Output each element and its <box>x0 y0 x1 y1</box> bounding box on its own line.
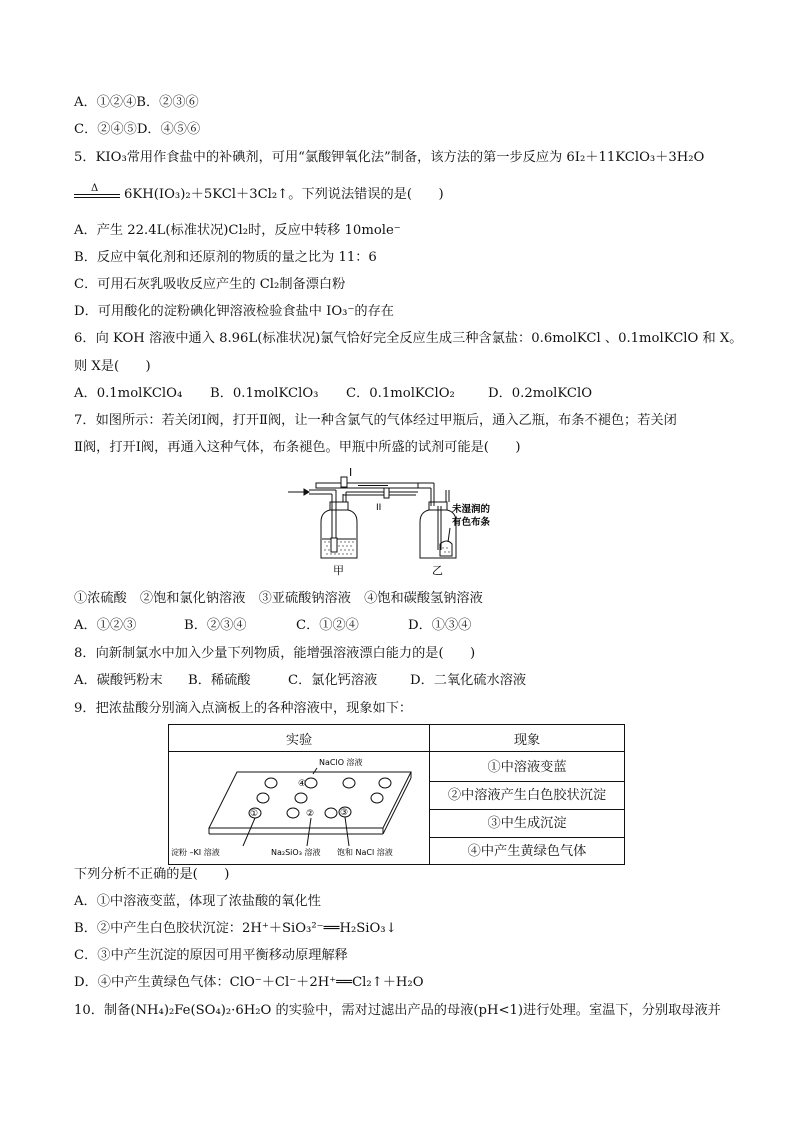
naclo-label: NaClO 溶液 <box>319 758 363 767</box>
spot-plate-figure <box>171 752 427 864</box>
spot-2-label: ② <box>306 809 315 819</box>
q8-option-d: D．二氧化硫水溶液 <box>410 673 527 688</box>
q6-option-a: A．0.1molKClO₄ <box>74 386 183 401</box>
bottle-jia-label: 甲 <box>333 564 344 577</box>
bottle-yi-label: 乙 <box>432 564 443 577</box>
phenomenon-3: ③中生成沉淀 <box>487 816 567 831</box>
q5-stem-line2 <box>74 182 444 204</box>
q9-stem: 9．把浓盐酸分别滴入点滴板上的各种溶液中，现象如下： <box>74 701 413 716</box>
q8-option-b: B．稀硫酸 <box>188 673 251 688</box>
q5-option-d: D．可用酸化的淀粉碘化钾溶液检验食盐中 IO₃⁻的存在 <box>74 304 394 319</box>
q9-table <box>168 724 625 865</box>
na2sio3-label: Na₂SiO₃ 溶液 <box>271 848 321 857</box>
q7-option-a: A．①②③ <box>74 618 137 633</box>
q7-stem-line1: 7．如图所示：若关闭Ⅰ阀，打开Ⅱ阀，让一种含氯气的气体经过甲瓶后，通入乙瓶，布条不褪色；若关闭 <box>74 413 677 428</box>
phenomenon-2: ②中溶液产生白色胶状沉淀 <box>447 788 607 803</box>
q6-option-c: C．0.1molKClO₂ <box>346 386 455 401</box>
cloth-label-line2: 有色布条 <box>452 517 491 528</box>
q9-option-c: C．③中产生沉淀的原因可用平衡移动原理解释 <box>74 948 348 963</box>
q9-option-d: D．④中产生黄绿色气体：ClO⁻＋Cl⁻＋2H⁺══Cl₂↑＋H₂O <box>74 975 424 990</box>
valve-1-label: I <box>349 466 353 479</box>
q4-options-cd: C．②④⑤D．④⑤⑥ <box>74 122 201 137</box>
cloth-label-line1: 未湿润的 <box>452 504 491 515</box>
spot-3-label: ③ <box>340 808 349 818</box>
heat-equals-sign <box>74 182 120 202</box>
table-header-phenomenon: 现象 <box>513 733 541 748</box>
q9-ask: 下列分析不正确的是( ) <box>74 867 230 882</box>
table-header-experiment: 实验 <box>285 733 313 748</box>
phenomenon-1: ①中溶液变蓝 <box>487 760 567 775</box>
spot-4-label: ④ <box>298 779 307 789</box>
q7-apparatus-figure <box>288 466 518 582</box>
q8-option-a: A．碳酸钙粉末 <box>74 673 163 688</box>
q5-option-b: B．反应中氧化剂和还原剂的物质的量之比为 11：6 <box>74 250 377 265</box>
spot-1-label: ① <box>250 809 259 819</box>
starch-ki-label: 淀粉 –KI 溶液 <box>171 848 220 857</box>
q7-stem-line2: Ⅱ阀，打开Ⅰ阀，再通入这种气体，布条褪色。甲瓶中所盛的试剂可能是( ) <box>74 440 521 455</box>
q5-stem-line1: 5．KIO₃常用作食盐中的补碘剂，可用“氯酸钾氧化法”制备，该方法的第一步反应为 6I₂＋11KClO₃＋3H₂O <box>74 150 705 165</box>
q5-option-c: C．可用石灰乳吸收反应产生的 Cl₂制备漂白粉 <box>74 277 346 292</box>
q7-option-c: C．①②④ <box>296 618 359 633</box>
q5-option-a: A．产生 22.4L(标准状况)Cl₂时，反应中转移 10mole⁻ <box>74 223 401 238</box>
heat-symbol: Δ <box>91 182 99 194</box>
q9-option-a: A．①中溶液变蓝，体现了浓盐酸的氧化性 <box>74 894 321 909</box>
q7-reagents: ①浓硫酸 ②饱和氯化钠溶液 ③亚硫酸钠溶液 ④饱和碳酸氢钠溶液 <box>74 591 483 606</box>
q8-option-c: C．氯化钙溶液 <box>288 673 378 688</box>
q6-stem-line2: 则 X是( ) <box>74 359 151 374</box>
q6-option-d: D．0.2molKClO <box>488 386 593 401</box>
q10-stem: 10．制备(NH₄)₂Fe(SO₄)₂·6H₂O 的实验中，需对过滤出产品的母液(pH<1)进行处理。室温下，分别取母液并 <box>74 1003 721 1018</box>
q8-stem: 8．向新制氯水中加入少量下列物质，能增强溶液漂白能力的是( ) <box>74 646 476 661</box>
valve-2-label: II <box>376 503 382 513</box>
q4-options-ab: A．①②④B．②③⑥ <box>74 95 199 110</box>
q7-option-d: D．①③④ <box>408 618 472 633</box>
q7-option-b: B．②③④ <box>184 618 247 633</box>
q9-option-b: B．②中产生白色胶状沉淀：2H⁺＋SiO₃²⁻══H₂SiO₃↓ <box>74 921 397 936</box>
nacl-label: 饱和 NaCl 溶液 <box>337 848 393 857</box>
q6-option-b: B．0.1molKClO₃ <box>210 386 319 401</box>
phenomenon-4: ④中产生黄绿色气体 <box>467 844 587 859</box>
q6-stem-line1: 6．向 KOH 溶液中通入 8.96L(标准状况)氯气恰好完全反应生成三种含氯盐：0.6molKCl 、0.1molKClO 和 X。 <box>74 331 743 346</box>
q5-stem-text: 6KH(IO₃)₂＋5KCl＋3Cl₂↑。下列说法错误的是( ) <box>124 187 444 202</box>
